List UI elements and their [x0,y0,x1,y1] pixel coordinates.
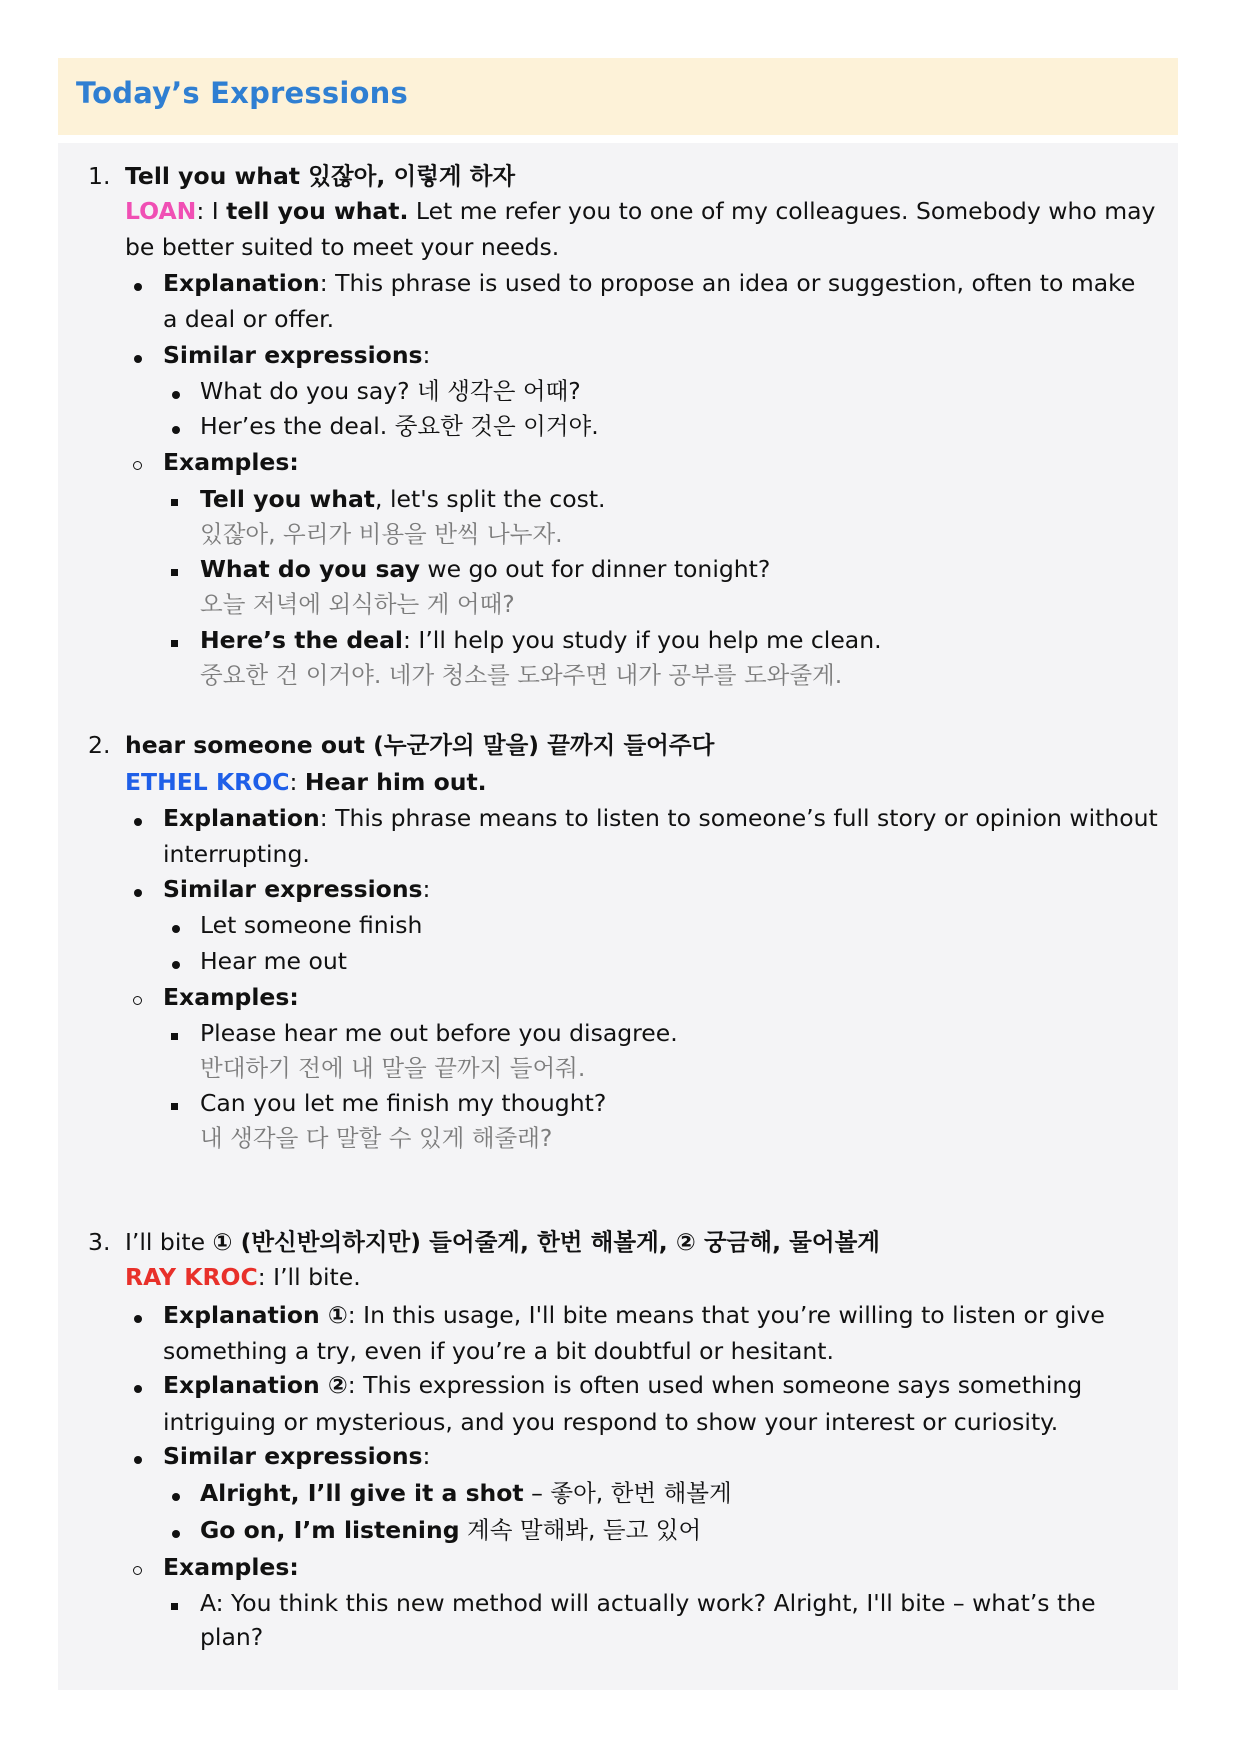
bullet-dot [172,961,180,969]
similar-heading: Similar expressions: [163,875,431,903]
expression-number: 3. [88,1228,111,1256]
explanation-text: interrupting. [163,840,310,868]
explanation-text: : This phrase is used to propose an idea or suggestion, often to make [319,269,1136,297]
expression-title: hear someone out (누군가의 말을) 끝까지 들어주다 [125,731,715,759]
explanation-line [163,1300,1105,1330]
bullet-dot [134,283,142,291]
similar-label: Similar expressions [163,875,423,903]
dialogue-line [125,1262,361,1292]
similar-item: Alright, I’ll give it a shot – 좋아, 한번 해볼게 [200,1479,732,1507]
speaker-name: ETHEL KROC [125,768,290,796]
explanation-label: Explanation [163,269,320,297]
bullet-circle [133,461,142,470]
explanation-text: : This phrase means to listen to someone’s full story or opinion without [319,804,1158,832]
example-translation: 있잖아, 우리가 비용을 반씩 나누자. [200,520,563,548]
example-translation: 반대하기 전에 내 말을 끝까지 들어줘. [200,1054,586,1082]
explanation-label: Explanation ② [163,1371,348,1399]
explanation-line [163,803,1158,833]
similar-label: Similar expressions [163,1442,423,1470]
dialogue-text: Let me refer you to one of my colleagues. Somebody who may [408,197,1156,225]
similar-heading: Similar expressions: [163,341,431,369]
explanation-text: something a try, even if you’re a bit doubtful or hesitant. [163,1337,834,1365]
bullet-dot [134,889,142,897]
examples-label: Examples: [163,1553,299,1581]
examples-label: Examples: [163,448,299,476]
bullet-dot [172,391,180,399]
similar-item: Her’es the deal. 중요한 것은 이거야. [200,412,599,440]
explanation-text: : In this usage, I'll bite means that you’re willing to listen or give [347,1301,1105,1329]
bullet-square [171,1033,178,1040]
bullet-dot [134,1315,142,1323]
bullet-circle [133,1566,142,1575]
similar-item: Hear me out [200,947,347,975]
example-translation: 중요한 건 이거야. 네가 청소를 도와주면 내가 공부를 도와줄게. [200,661,843,689]
expression-number: 2. [88,731,111,759]
dialogue-text: : I’ll bite. [257,1263,361,1291]
explanation-label: Explanation ① [163,1301,348,1329]
similar-heading: Similar expressions: [163,1442,431,1470]
bullet-dot [134,1456,142,1464]
examples-label: Examples: [163,983,299,1011]
expression-title: Tell you what 있잖아, 이렇게 하자 [125,162,516,190]
example-translation: 내 생각을 다 말할 수 있게 해줄래? [200,1124,553,1152]
dialogue-emphasis: Hear him out. [304,768,487,796]
similar-label: Similar expressions [163,341,423,369]
similar-item: Let someone finish [200,911,423,939]
explanation-label: Explanation [163,804,320,832]
explanation-text: a deal or offer. [163,305,335,333]
bullet-dot [172,1530,180,1538]
bullet-square [171,569,178,576]
similar-item: Go on, I’m listening 계속 말해봐, 듣고 있어 [200,1516,702,1544]
expression-title: I’ll bite ① (반신반의하지만) 들어줄게, 한번 해볼게, ② 궁금해, 물어볼게 [125,1228,880,1256]
bullet-square [171,1603,178,1610]
dialogue-line: ETHEL KROC: Hear him out. [125,768,487,796]
example-sentence: Here’s the deal: I’ll help you study if you help me clean. [200,626,882,654]
explanation-line [163,268,1135,298]
speaker-name: RAY KROC [125,1263,258,1291]
explanation-text: intriguing or mysterious, and you respond to show your interest or curiosity. [163,1408,1059,1436]
example-sentence: What do you say we go out for dinner tonight? [200,555,771,583]
explanation-text: : This expression is often used when someone says something [347,1371,1083,1399]
speaker-name: LOAN [125,197,197,225]
example-sentence: Tell you what, let's split the cost. [200,485,606,513]
dialogue-text: : I [196,197,227,225]
bullet-dot [134,818,142,826]
example-translation: 오늘 저녁에 외식하는 게 어때? [200,590,515,618]
dialogue-emphasis: tell you what. [226,197,409,225]
similar-item: What do you say? 네 생각은 어때? [200,377,581,405]
page-title: Today’s Expressions [76,76,408,110]
expression-number: 1. [88,162,111,190]
example-sentence: Please hear me out before you disagree. [200,1019,678,1047]
bullet-square [171,1103,178,1110]
example-sentence: plan? [200,1623,264,1651]
bullet-circle [133,996,142,1005]
explanation-line [163,1370,1082,1400]
example-sentence: Can you let me finish my thought? [200,1089,607,1117]
dialogue-continuation: be better suited to meet your needs. [125,233,560,261]
bullet-square [171,499,178,506]
dialogue-line [125,196,1155,226]
example-sentence: A: You think this new method will actually work? Alright, I'll bite – what’s the [200,1589,1096,1617]
bullet-dot [172,426,180,434]
bullet-dot [134,355,142,363]
bullet-dot [172,925,180,933]
bullet-dot [172,1493,180,1501]
bullet-dot [134,1385,142,1393]
bullet-square [171,640,178,647]
